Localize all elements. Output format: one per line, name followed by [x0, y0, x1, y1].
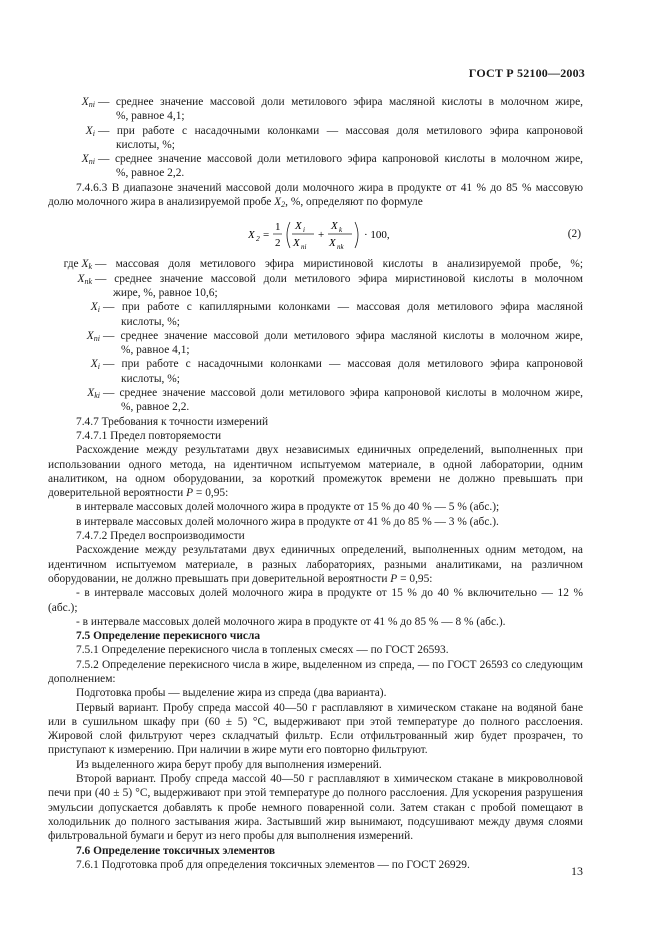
formula-term1-numerator-sub: i: [303, 226, 305, 235]
definition-x-i-caproic: [48, 124, 583, 153]
paragraph-variant-1-sample: Из выделенного жира берут пробу для выполнения измерений.: [76, 758, 382, 771]
definition-text: — среднее значение массовой доли метилового эфира капроновой кислоты в молочном жире, %, равное 2,2.: [98, 153, 583, 180]
definitions-group-2: [48, 257, 583, 414]
heading-7-5: 7.5 Определение перекисного числа: [76, 630, 261, 643]
formula-term1-denominator-sub: ni: [301, 243, 307, 252]
definition-symbol: $X_{ni}$: [81, 153, 95, 167]
definition-x-ni-butyric: [48, 95, 583, 124]
definition-symbol: $X_i$: [90, 301, 100, 315]
formula-term1-denominator: X: [293, 237, 300, 250]
formula-term2-numerator-sub: k: [339, 226, 343, 235]
formula-term2-denominator-sub: nk: [337, 243, 344, 252]
heading-7-4-7: 7.4.7 Требования к точности измерений: [76, 415, 269, 428]
paragraph-7-5-2: 7.5.2 Определение перекисного числа в жире, выделенном из спреда, — по ГОСТ 26593 со следующим дополнением:: [48, 658, 583, 685]
formula-tail: · 100,: [364, 229, 390, 242]
formula-term2-numerator: X: [331, 220, 338, 233]
formula-half-denominator: 2: [275, 237, 281, 250]
definitions-group-1: [48, 95, 583, 181]
definition-symbol: где $X_k$: [63, 258, 92, 272]
paragraph-variant-1: Первый вариант. Пробу спреда массой 40—50 г расплавляют в химическом стакане на водяной бане или в сушильном шкафу при (60 ± 5) °С, выдерживают при этой температуре до полного расслоения. Жировой слой фильтруют через складчатый фильтр. Если отфильтрованный жир будет прозрачен, то приступают к измерению. При наличии в жире мути его повторно фильтруют.: [48, 701, 583, 757]
formula-plus: +: [318, 229, 325, 242]
formula-graphic: [248, 215, 398, 255]
formula-equals: =: [263, 229, 270, 242]
definition-symbol: $X_{ni}$: [81, 96, 95, 109]
definition-x-ni-caproic: [48, 152, 583, 181]
definition-text: — при работе с капиллярными колонками — массовая доля метилового эфира масляной кислоты, %;: [103, 301, 583, 328]
definition-text: — среднее значение массовой доли метилового эфира миристиновой кислоты в молочном жире, %, равное 10,6;: [95, 272, 583, 299]
definition-x-i-caproic-2: [48, 357, 583, 386]
formula-lhs-sub: 2: [256, 234, 260, 244]
definition-x-k: [48, 257, 583, 271]
definition-text: — среднее значение массовой доли метилового эфира масляной кислоты в молочном жире, %, равное 4,1;: [98, 96, 583, 123]
definition-symbol: $X_{ki}$: [87, 387, 100, 401]
paragraph-7-4-6-3: 7.4.6.3 В диапазоне значений массовой доли молочного жира в продукте от 41 % до 85 % массовую долю молочного жира в анализируемой пробе $X_2$, %, определяют по формуле: [48, 181, 583, 210]
reproducibility-range-2: - в интервале массовых долей молочного жира в продукте от 41 % до 85 % — 8 % (абс.).: [76, 615, 506, 628]
definition-text: — при работе с насадочными колонками — массовая доля метилового эфира капроновой кислоты, %;: [98, 124, 583, 151]
paragraph-repeatability: Расхождение между результатами двух независимых единичных определений, выполненных при использовании одного метода, на идентичном испытуемом материале, в одной лаборатории, одним аналитиком, на одном оборудовании, за короткий промежуток времени не должно превышать при доверительной вероятности P = 0,95:: [48, 444, 583, 500]
formula-lhs: X: [248, 229, 255, 242]
formula-right-paren: [355, 222, 358, 248]
definition-symbol: $X_i$: [90, 358, 100, 372]
paragraph-7-5-1: 7.5.1 Определение перекисного числа в топленых смесях — по ГОСТ 26593.: [76, 644, 449, 657]
paragraph-variant-2: Второй вариант. Пробу спреда массой 40—50 г расплавляют в химическом стакане в микроволновой печи при (40 ± 5) °С, выдерживают при этой температуре до полного расслоения. Для ускорения разрушения эмульсии допускается добавлять к пробе немного поваренной соли. Затем стакан с пробой помещают в холодильник до полного застывания жира. Застывший жир вынимают, подсушивают между двумя слоями фильтровальной бумаги и берут из него пробы для выполнения измерений.: [48, 773, 583, 843]
paragraph-sample-prep: Подготовка пробы — выделение жира из спреда (два варианта).: [76, 687, 387, 700]
definition-x-nk: [48, 272, 583, 301]
definition-x-ki: [48, 386, 583, 415]
definition-text: — при работе с насадочными колонками — массовая доля метилового эфира капроновой кислоты, %;: [103, 358, 583, 385]
page-number: 13: [571, 863, 583, 878]
formula-left-paren: [287, 222, 290, 248]
repeatability-range-1: в интервале массовых долей молочного жира в продукте от 15 % до 40 % — 5 % (абс.);: [76, 501, 500, 514]
formula-term2-denominator: X: [329, 237, 336, 250]
definition-text: — среднее значение массовой доли метилового эфира масляной кислоты в молочном жире, %, равное 4,1;: [103, 329, 583, 357]
formula-2: [48, 215, 583, 255]
definition-x-ni-butyric-2: [48, 329, 583, 358]
definition-symbol: $X_{ni}$: [86, 329, 100, 343]
definition-text: — среднее значение массовой доли метилового эфира капроновой кислоты в молочном жире, %, равное 2,2.: [103, 387, 583, 414]
definition-text: — массовая доля метилового эфира миристиновой кислоты в анализируемой пробе, %;: [95, 258, 583, 271]
heading-7-6: 7.6 Определение токсичных элементов: [76, 844, 276, 857]
definition-symbol: $X_i$: [85, 124, 95, 138]
definition-x-i-butyric: [48, 300, 583, 329]
repeatability-range-2: в интервале массовых долей молочного жира в продукте от 41 % до 85 % — 3 % (абс.).: [76, 515, 499, 528]
formula-term1-numerator: X: [295, 220, 302, 233]
formula-half-numerator: 1: [275, 221, 281, 234]
reproducibility-range-1: - в интервале массовых долей молочного жира в продукте от 15 % до 40 % включительно — 12 % (абс.);: [48, 587, 583, 614]
formula-number: (2): [567, 228, 581, 241]
heading-7-4-7-1: 7.4.7.1 Предел повторяемости: [76, 429, 222, 442]
heading-7-4-7-2: 7.4.7.2 Предел воспроизводимости: [76, 530, 245, 543]
paragraph-reproducibility: Расхождение между результатами двух единичных определений, выполненных одним методом, на идентичном испытуемом материале, в разных лабораториях, разными аналитиками, на различном оборудовании, не должно превышать при доверительной вероятности P = 0,95:: [48, 544, 583, 585]
paragraph-7-6-1: 7.6.1 Подготовка проб для определения токсичных элементов — по ГОСТ 26929.: [76, 858, 470, 871]
page-content: [48, 95, 583, 872]
standard-header: ГОСТ Р 52100—2003: [468, 66, 585, 80]
definition-symbol: $X_{nk}$: [77, 272, 92, 286]
